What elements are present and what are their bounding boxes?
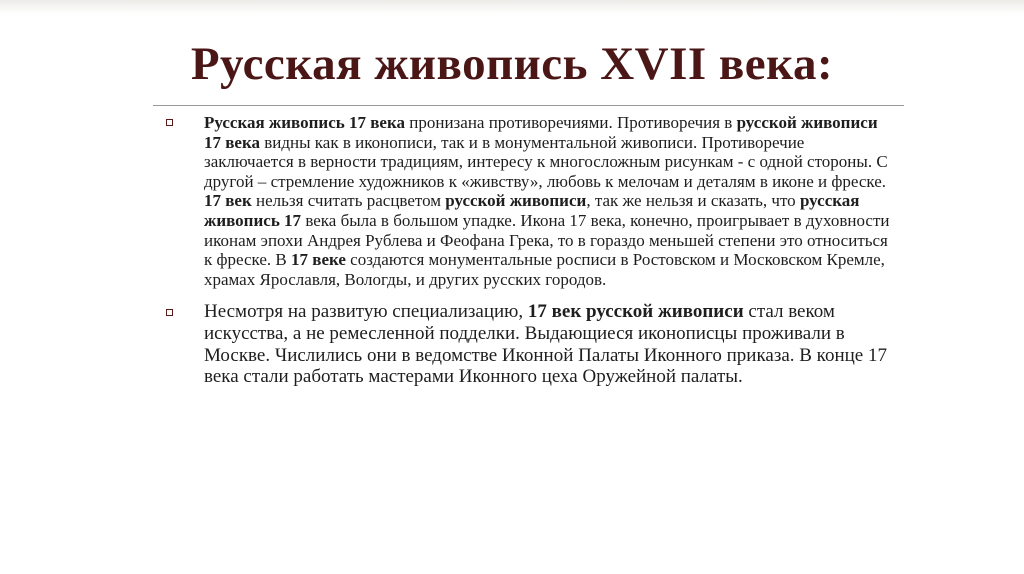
text-run: нельзя считать расцветом <box>251 191 446 211</box>
bullet-list <box>166 113 896 388</box>
text-run: стал веком искусства, а не ремесленной подделки. Выдающиеся иконописцы проживали в Москве. Числились они в ведомстве Иконной Палаты Иконного приказа. В конце 17 века стали работать мастерами Иконного цеха Оружейной палаты. <box>204 301 887 388</box>
square-bullet-icon <box>166 309 173 316</box>
text-run: пронизана противоречиями. Противоречия в <box>405 113 737 132</box>
bold-text-run: русской живописи <box>445 191 587 211</box>
bold-text-run: Русская живопись 17 века <box>204 113 406 132</box>
bold-text-run: 17 век русской живописи <box>527 301 744 323</box>
bullet-item <box>166 301 896 387</box>
title-divider <box>153 105 904 106</box>
bold-text-run: 17 век <box>204 191 252 211</box>
bold-text-run: русская живопись 17 <box>204 191 860 230</box>
bold-text-run: 17 веке <box>291 250 346 270</box>
bold-text-run: русской живописи 17 века <box>204 113 878 152</box>
text-run: Несмотря на развитую специализацию, <box>204 301 528 323</box>
text-run: , так же нельзя и сказать, что <box>586 191 800 211</box>
text-run: видны как в иконописи, так и в монументальной живописи. Противоречие заключается в верности традициям, интересу к многосложным рисункам - с одной стороны. С другой – стремление художников к «живству», любовь к мелочам и деталям в иконе и фреске. <box>204 132 888 191</box>
bullet-item <box>166 113 896 289</box>
bullet-text <box>204 301 887 387</box>
square-bullet-icon <box>166 119 173 126</box>
text-run: века была в большом упадке. Икона 17 века, конечно, проигрывает в духовности иконам эпохи Андрея Рублева и Феофана Грека, то в гораздо меньшей степени это относиться к фреске. В <box>204 210 890 270</box>
text-run: создаются монументальные росписи в Ростовском и Московском Кремле, храмах Ярославля, Вологды, и других русских городов. <box>204 250 885 289</box>
bullet-text <box>204 113 889 289</box>
slide-title: Русская живопись XVII века: <box>190 38 834 90</box>
top-shade <box>0 0 1024 14</box>
